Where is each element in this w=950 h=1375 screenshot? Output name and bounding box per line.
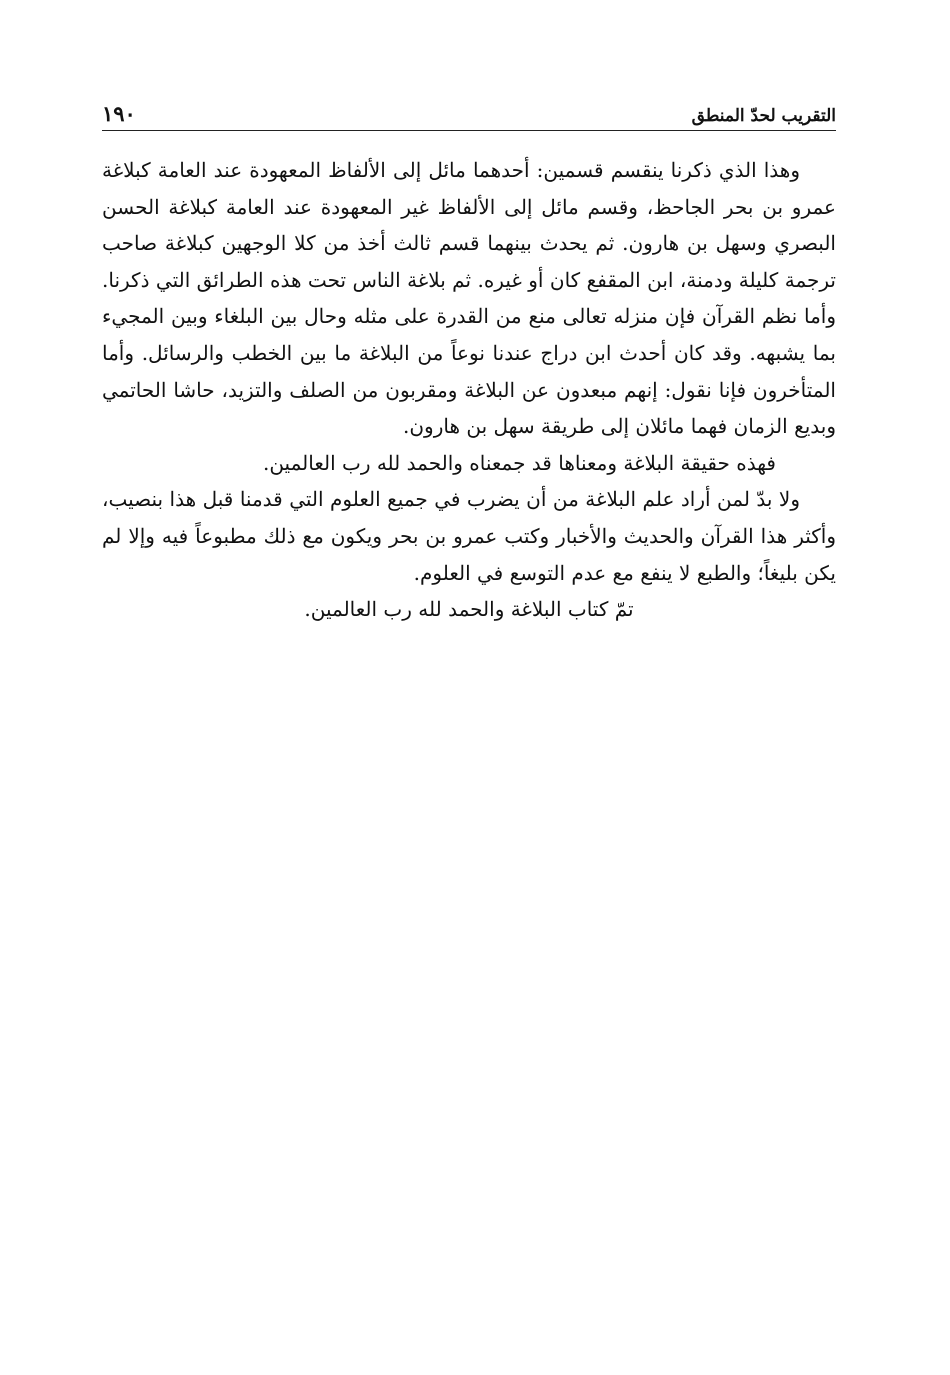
paragraph-1: وهذا الذي ذكرنا ينقسم قسمين: أحدهما مائل إلى الألفاظ المعهودة عند العامة كبلاغة عمرو بن بحر الجاحظ، وقسم مائل إلى الألفاظ غير المعهودة عند العامة كبلاغة الحسن البصري وسهل بن هارون. ثم يحدث بينهما قسم ثالث أخذ من كلا الوجهين كبلاغة صاحب ترجمة كليلة ودمنة، ابن المقفع كان أو غيره. ثم بلاغة الناس تحت هذه الطرائق التي ذكرنا. وأما نظم القرآن فإن منزله تعالى منع من القدرة على مثله وحال بين البلغاء وبين المجيء بما يشبهه. وقد كان أحدث ابن دراج عندنا نوعاً من البلاغة ما بين الخطب والرسائل. وأما المتأخرون فإنا نقول: إنهم مبعدون عن البلاغة ومقربون من الصلف والتزيد، حاشا الحاتمي وبديع الزمان فهما مائلان إلى طريقة سهل بن هارون.	[102, 158, 836, 439]
paragraph-2: فهذه حقيقة البلاغة ومعناها قد جمعناه والحمد لله رب العالمين.	[262, 450, 776, 475]
paragraph-3: ولا بدّ لمن أراد علم البلاغة من أن يضرب في جميع العلوم التي قدمنا قبل هذا بنصيب، وأكثر هذا القرآن والحديث والأخبار وكتب عمرو بن بحر ويكون مع ذلك مطبوعاً فيه وإلا لم يكن بليغاً؛ والطبع لا ينفع مع عدم التوسع في العلوم.	[102, 487, 836, 585]
main-text	[102, 152, 836, 628]
closing-line: تمّ كتاب البلاغة والحمد لله رب العالمين.	[304, 597, 634, 622]
page-number: ١٩٠	[102, 101, 136, 126]
page-header	[102, 92, 836, 131]
running-title: التقريب لحدّ المنطق	[691, 106, 836, 126]
